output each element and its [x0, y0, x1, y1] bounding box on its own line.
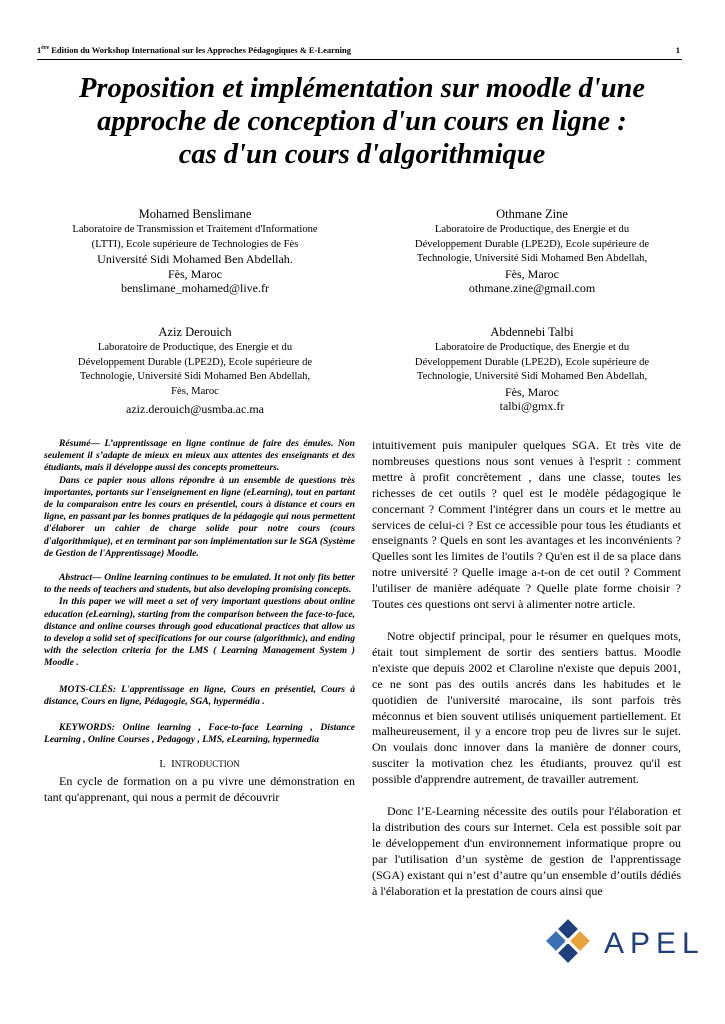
- author-name: Othmane Zine: [496, 207, 568, 221]
- resume-paragraph-2: Dans ce papier nous allons répondre à un ensemble de questions très importantes, portants sur l'enseignement en ligne (eLearning), tout en partant de la comparaison entre les cours en présentiel, cours à distance et cours en ligne, en passant par les bonnes pratiques de la pédagogie qui nous permettent d'élaborer un cahier de charge solide pour notre cours (cours d'algorithmique), et en terminant par son implémentation sur le SGA (Système de Gestion de l'Apprentissage) Moodle.: [44, 474, 355, 559]
- abstract-paragraph-2: In this paper we will meet a set of very important questions about online education (eLearning), starting from the comparison between the face-to-face, distance and online courses through good educational practices that allow us to develop a solid set of specifications for our course (algorithmic), and ending with the selection criteria for the LMS ( Learning Management System ) Moodle .: [44, 596, 355, 669]
- body-paragraph-2: Notre objectif principal, pour le résumer en quelques mots, était tout simplement de sortir des sentiers battus. Moodle n'existe que depuis 2002 et Claroline n'existe que depuis 2001, ce ne sont pas des outils ancrés dans les habitudes et le quotidien de l'université marocaine, ils sont parfois très méconnus et bien souvent utilisés uniquement partiellement. Et malheureusement, il y a encore trop peu de livres sur le sujet. On voulais donc innover dans la manière de donner cours, susciter la motivation chez les étudiants, prouvez qu'il est possible d'apprendre autrement, de travailler autrement.: [372, 628, 681, 787]
- author-email: othmane.zine@gmail.com: [468, 281, 596, 295]
- author-email: aziz.derouich@usmba.ac.ma: [126, 402, 264, 416]
- apel-logo-text: APEL: [604, 927, 705, 960]
- body-paragraph-3: Donc l’E-Learning nécessite des outils pour l'élaboration et la distribution des cours sur Internet. Cela est possible soit par le développement d'un environnement informatique propre ou par l'utilisation d’un système de gestion de l'apprentissage (SGA) existant qui n’est d’autre qu’un ensemble d’outils dédiés à l'élaboration et la prestation de cours ainsi que: [372, 804, 681, 898]
- author-block-3: Aziz Derouich Laboratoire de Productique, des Energie et du Développement Durable (LPE2D), Ecole supérieure de Technologie, Université Sidi Mohamed Ben Abdellah, Fès, Maroc aziz.derouich@usmba.ac.ma: [40, 324, 350, 417]
- author-block-2: Othmane Zine Laboratoire de Productique, des Energie et du Développement Durable (LPE2D), Ecole supérieure de Technologie, Université Sidi Mohamed Ben Abdellah, Fès, Maroc othmane.zine@gmail.com: [377, 206, 687, 296]
- mots-cles: MOTS-CLÉS: L'apprentissage en ligne, Cours en présentiel, Cours à distance, Cours en ligne, Pédagogie, SGA, hypermédia .: [44, 683, 355, 707]
- paper-title: Proposition et implémentation sur moodle d'une approche de conception d'un cours en ligne : cas d'un cours d'algorithmique: [78, 73, 646, 170]
- author-email: benslimane_mohamed@live.fr: [120, 281, 269, 295]
- running-header: [37, 43, 682, 60]
- author-name: Abdennebi Talbi: [490, 325, 574, 339]
- author-block-1: Mohamed Benslimane Laboratoire de Transmission et Traitement d'Informatione (LTTI), Ecole supérieure de Technologies de Fès Université Sidi Mohamed Ben Abdellah. Fès, Maroc benslimane_mohamed@live.fr: [40, 206, 350, 296]
- logo-diamond-icon: [546, 919, 590, 963]
- author-name: Aziz Derouich: [158, 325, 232, 339]
- intro-paragraph: En cycle de formation on a pu vivre une démonstration en tant qu'apprenant, qui nous a permit de découvrir: [44, 774, 355, 805]
- author-name: Mohamed Benslimane: [138, 207, 252, 221]
- author-block-4: Abdennebi Talbi Laboratoire de Productique, des Energie et du Développement Durable (LPE2D), Ecole supérieure de Technologie, Université Sidi Mohamed Ben Abdellah, Fès, Maroc talbi@gmx.fr: [377, 324, 687, 414]
- left-column: [44, 438, 355, 806]
- section-heading: I. INTRODUCTION: [159, 758, 240, 771]
- keywords: KEYWORDS: Online learning , Face-to-face Learning , Distance Learning , Online Courses , Pedagogy , LMS, eLearning, hypermedia: [44, 722, 355, 746]
- page-number: 1: [675, 45, 680, 55]
- header-conference: 1ère Edition du Workshop International sur les Approches Pédagogiques & E-Learning: [37, 45, 351, 55]
- resume-paragraph: Résumé— L’apprentissage en ligne continue de faire des émules. Non seulement il s’adapte de mieux en mieux aux attentes des enseignants et des étudiants, mais il développe aussi des concepts prometteurs.: [44, 438, 355, 474]
- abstract-paragraph: Abstract— Online learning continues to be emulated. It not only fits better to the needs of teachers and students, but also developing promising concepts.: [44, 572, 355, 596]
- author-email: talbi@gmx.fr: [499, 399, 565, 413]
- right-column: [372, 438, 681, 899]
- body-paragraph-1: intuitivement puis manipuler quelques SGA. Et très vite de nombreuses questions nous sont venues à l'esprit : comment mettre à profit concrètement , dans une classe, toutes les richesses de cet outils ? quel est le modèle pédagogique le concernant ? Comment l'intégrer dans un cours et le mettre au services de celui-ci ? Est ce accessible pour tous les étudiants et enseignants ? Quels en sont les avantages et les inconvénients ? Quelles sont les limites de l'outils ? Qu'en est il de sa place dans notre université ? Quelle image a-t-on de cet outil ? Comment l'utiliser de manière adéquate ? Quelle plate forme choisir ? Toutes ces questions ont servi à alimenter notre article.: [372, 438, 681, 612]
